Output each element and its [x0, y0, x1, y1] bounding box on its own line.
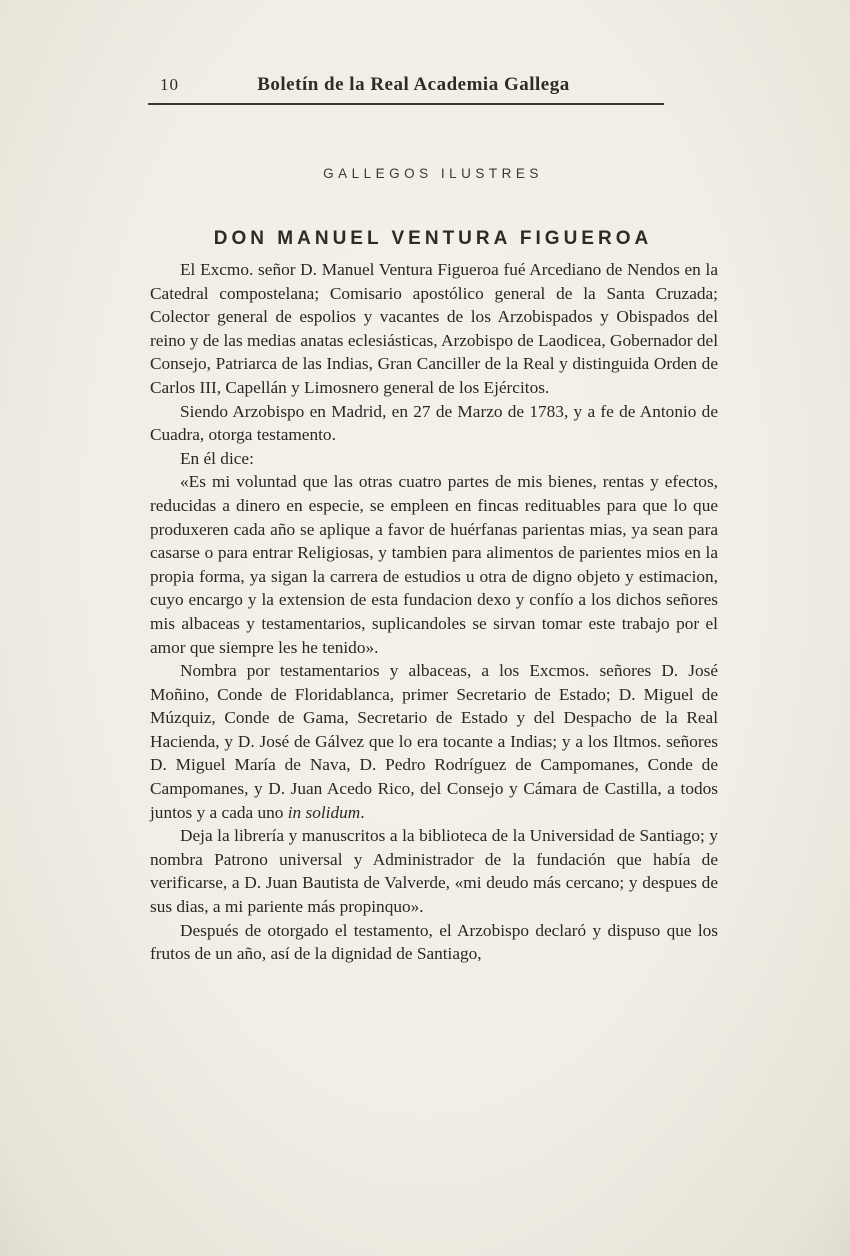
latin-phrase: in solidum — [287, 802, 361, 822]
paragraph — [150, 659, 718, 824]
paragraph: Deja la librería y manuscritos a la biblioteca de la Universidad de Santiago; y nombra Patrono universal y Administrador de la fundación que había de verificarse, a D. Juan Bautista de Valverde, «mi deudo más cercano; y despues de sus dias, a mi pariente más propinquo». — [150, 826, 718, 917]
running-title: Boletín de la Real Academia Gallega — [257, 74, 570, 95]
paragraph-text: . — [360, 802, 365, 822]
article-body — [150, 258, 718, 966]
paragraph: Después de otorgado el testamento, el Arzobispo declaró y dispuso que los frutos de un año, así de la dignidad de Santiago, — [150, 920, 718, 964]
paragraph: En él dice: — [180, 448, 254, 468]
paragraph-text: Nombra por testamentarios y albaceas, a los Excmos. señores D. José Moñino, Conde de Floridablanca, primer Secretario de Estado; D. Miguel de Múzquiz, Conde de Gama, Secretario de Estado y del Despacho de la Real Hacienda, y D. José de Gálvez que lo era tocante a Indias; y a los Iltmos. señores D. Miguel María de Nava, D. Pedro Rodríguez de Campomanes, Conde de Campomanes, y D. Juan Acedo Rico, del Consejo y Cámara de Castilla, a todos juntos y a cada uno — [150, 661, 718, 822]
section-heading: GALLEGOS ILUSTRES — [323, 166, 543, 181]
article-title: DON MANUEL VENTURA FIGUEROA — [213, 227, 653, 249]
page-header — [148, 74, 664, 105]
paragraph: El Excmo. señor D. Manuel Ventura Figueroa fué Arcediano de Nendos en la Catedral compostelana; Comisario apostólico general de la Santa Cruzada; Colector general de espolios y vacantes de los Arzobispados y Obispados del reino y de las medias anatas eclesiásticas, Arzobispo de Laodicea, Gobernador del Consejo, Patriarca de las Indias, Gran Canciller de la Real y distinguida Orden de Carlos III, Capellán y Limosnero general de los Ejércitos. — [150, 260, 718, 397]
page-number: 10 — [160, 75, 179, 94]
paragraph: Siendo Arzobispo en Madrid, en 27 de Marzo de 1783, y a fe de Antonio de Cuadra, otorga testamento. — [150, 401, 718, 445]
paragraph: «Es mi voluntad que las otras cuatro partes de mis bienes, rentas y efectos, reducidas a dinero en especie, se empleen en fincas redituables para que lo que produxeren cada año se aplique a favor de huérfanas parientas mias, ya sean para casarse o para entrar Religiosas, y tambien para alimentos de parientes mios en la propia forma, ya sigan la carrera de estudios u otra de digno objeto y estimacion, cuyo encargo y la extension de esta fundacion dexo y confío a los dichos señores mis albaceas y testamentarios, suplicandoles se sirvan tomar este trabajo por el amor que siempre les he tenido». — [150, 472, 718, 657]
